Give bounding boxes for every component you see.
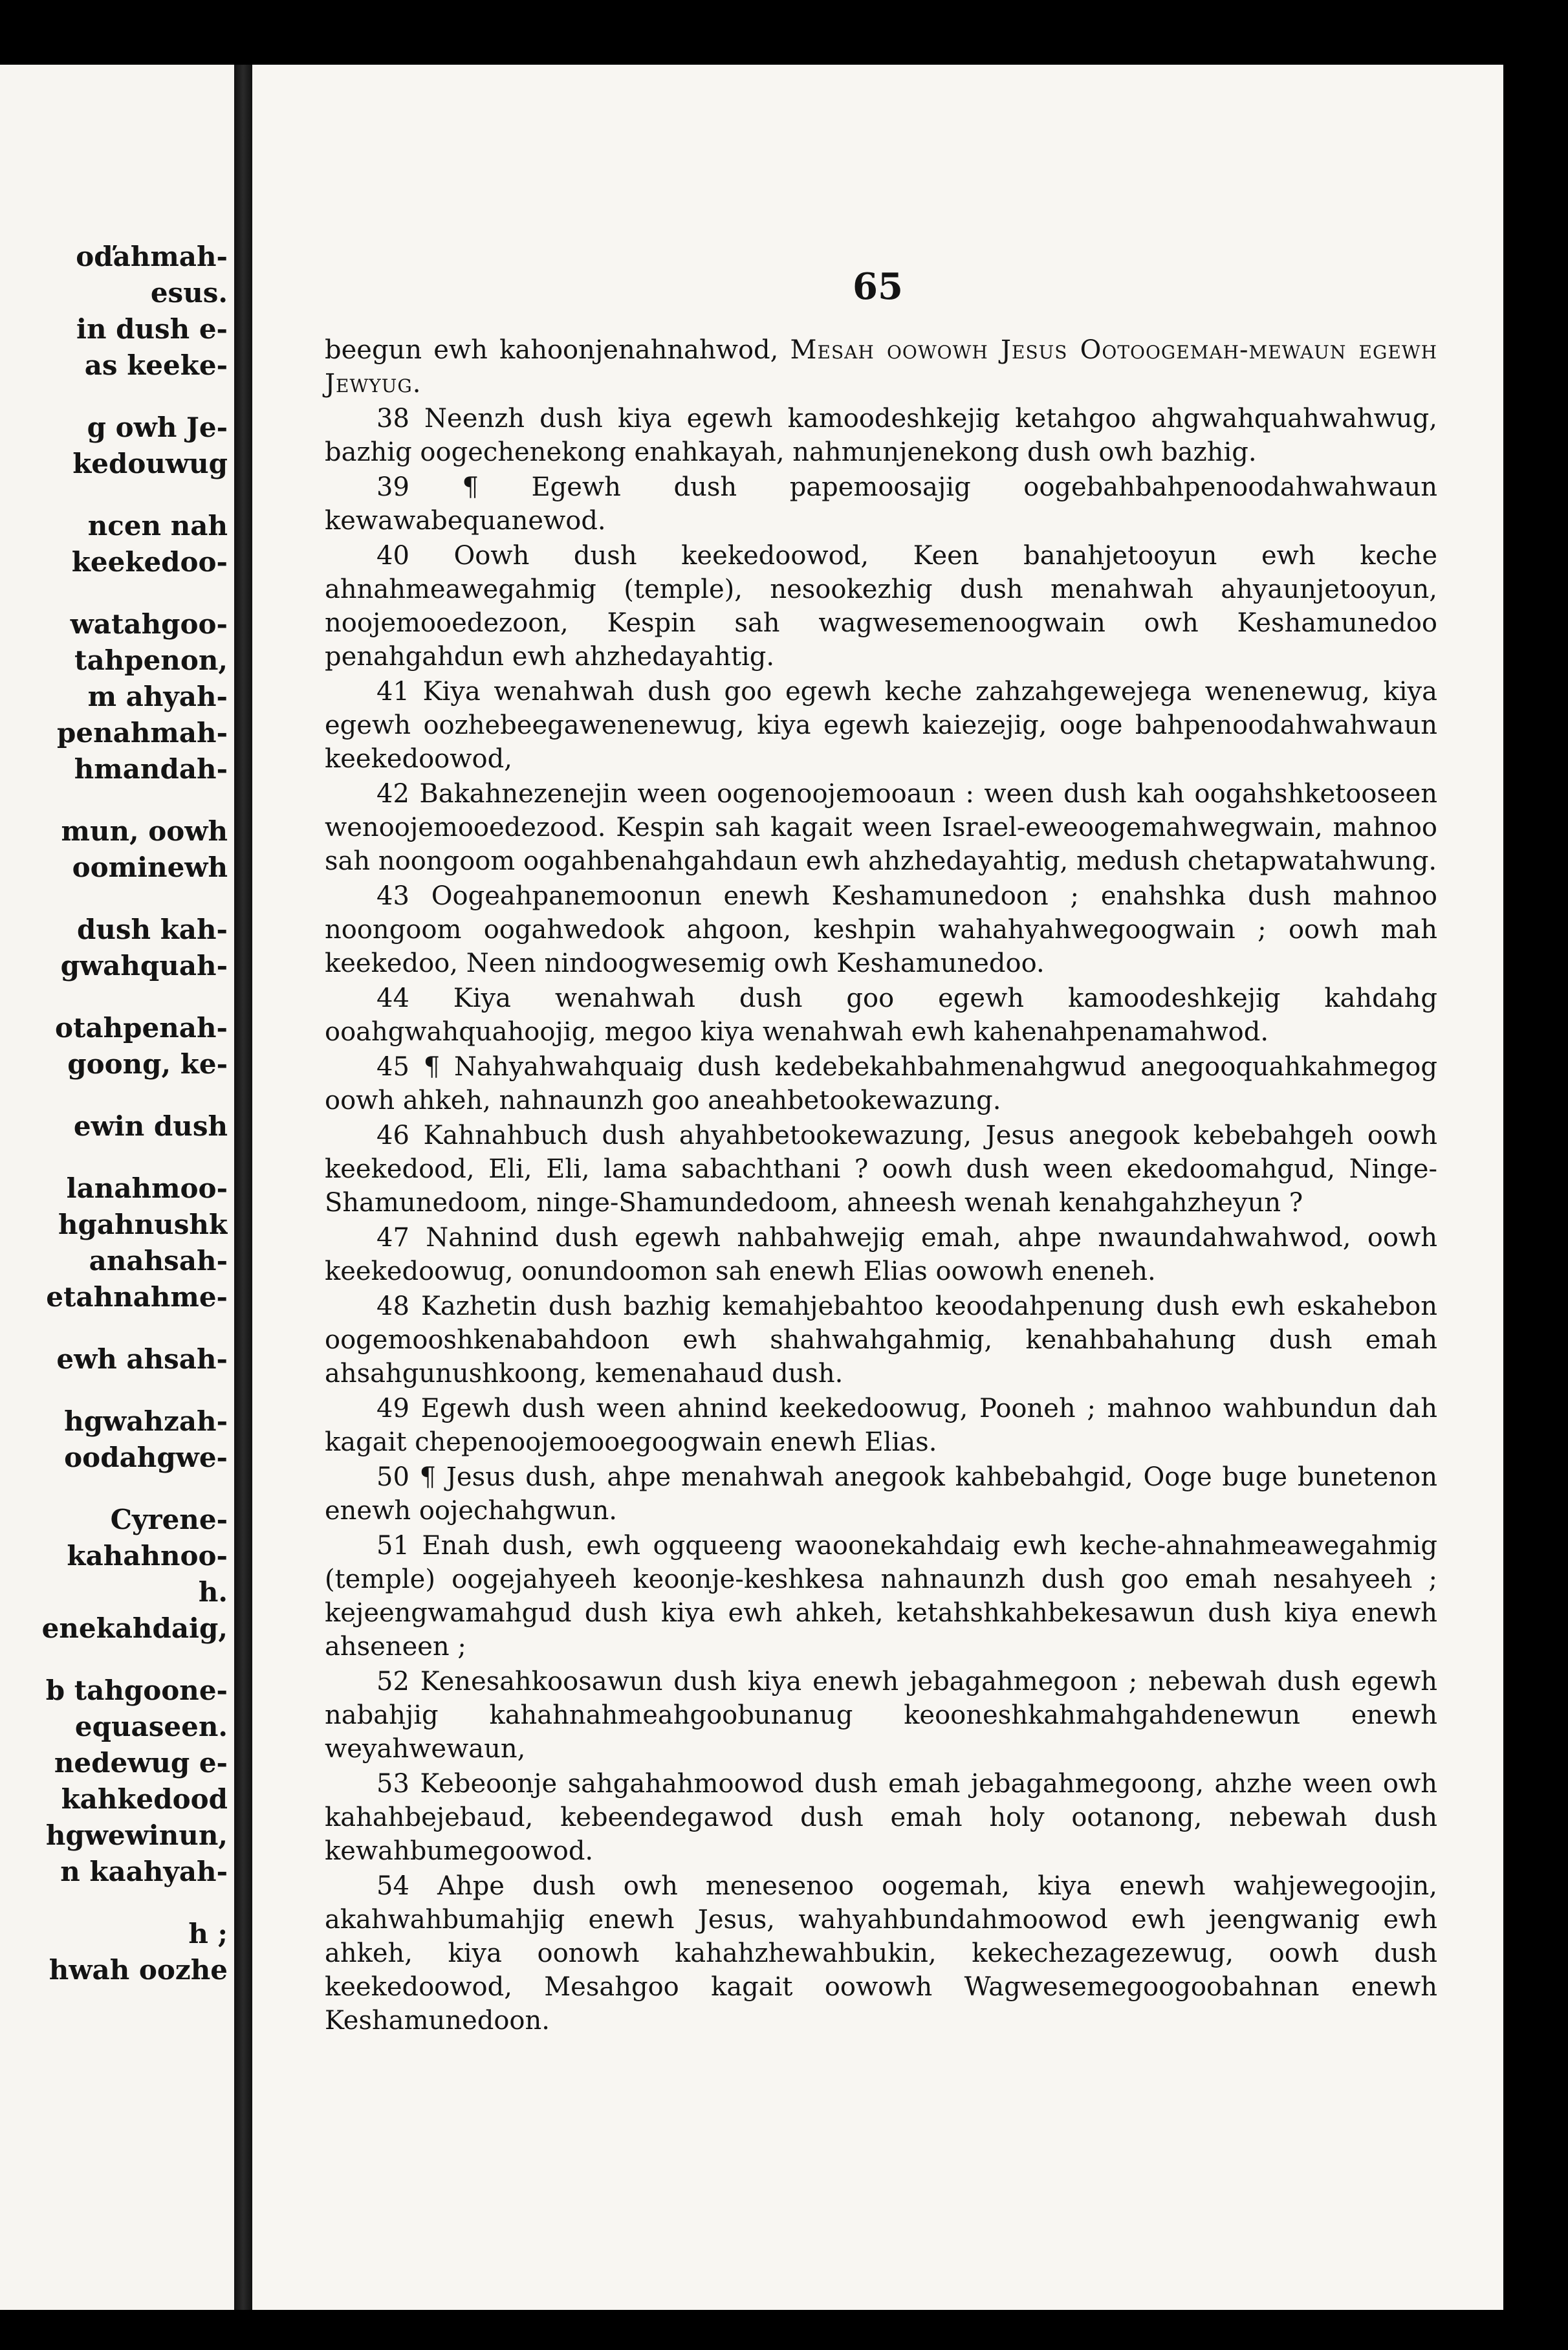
left-margin-line: as keeke- — [84, 349, 228, 381]
left-margin-line: g owh Je- — [87, 412, 228, 443]
verse-37-continuation — [325, 333, 1437, 401]
verse-38: 38 Neenzh dush kiya egewh kamoodeshkejig ketahgoo ahgwahquahwahwug, bazhig oogechenekong enahkayah, nahmunjenekong dush owh bazhig. — [325, 404, 1437, 467]
left-margin-line: mun, oowh — [61, 815, 228, 847]
verse-52: 52 Kenesahkoosawun dush kiya enewh jebagahmegoon ; nebewah dush egewh nabahjig kahahnahmeahgoobunanug keooneshkahmahgahdenewun enewh weyahwewaun, — [325, 1667, 1437, 1764]
left-margin-line: enekahdaig, — [41, 1612, 228, 1644]
left-margin-line: hwah oozhe — [49, 1954, 228, 1986]
left-page-fragment — [0, 65, 234, 2310]
verse-45: 45 ¶ Nahyahwahquaig dush kedebekahbahmenahgwud anegooquahkahmegog oowh ahkeh, nahnaunzh goo aneahbetookewazung. — [325, 1052, 1437, 1115]
left-margin-line: kahahnoo- — [67, 1540, 228, 1572]
left-margin-line: n kaahyah- — [60, 1856, 228, 1887]
verse-44: 44 Kiya wenahwah dush goo egewh kamoodeshkejig kahdahg ooahgwahquahoojig, megoo kiya wenahwah ewh kahenahpenamahwod. — [325, 983, 1437, 1047]
verse-40: 40 Oowh dush keekedoowod, Keen banahjetooyun ewh keche ahnahmeawegahmig (temple), nesookezhig dush menahwah ahyaunjetooyun, noojemooedezoon, Kespin sah wagwesemenoogwain owh Keshamunedoo penahgahdun ewh ahzhedayahtig. — [325, 541, 1437, 672]
left-margin-line: nedewug e- — [54, 1747, 228, 1779]
verse-37-text: beegun ewh kahoonjenahnahwod, — [325, 335, 779, 365]
verse-53: 53 Kebeoonje sahgahahmoowod dush emah jebagahmegoong, ahzhe ween owh kahahbejebaud, kebeendegawod dush emah holy ootanong, nebewah dush kewahbumegoowod. — [325, 1769, 1437, 1866]
verse-37-inscription: Mesah oowowh Jesus Ootoogemah-mewaun egewh Jewyug. — [325, 335, 1437, 399]
verse-49: 49 Egewh dush ween ahnind keekedoowug, Pooneh ; mahnoo wahbundun dah kagait chepenoojemooegoogwain enewh Elias. — [325, 1394, 1437, 1457]
right-page — [252, 65, 1503, 2310]
left-margin-line: oďahmah- — [76, 241, 228, 272]
left-margin-line: h. — [198, 1576, 228, 1608]
left-page-text-column — [0, 65, 234, 2310]
verse-46: 46 Kahnahbuch dush ahyahbetookewazung, Jesus anegook kebebahgeh oowh keekedood, Eli, Eli, lama sabachthani ? oowh dush ween ekedoomahgud, Ninge-Shamunedoom, ninge-Shamundedoom, ahneesh wenah kenahgahzheyun ? — [325, 1121, 1437, 1218]
left-margin-line: tahpenon, — [74, 644, 228, 676]
left-margin-line: lanahmoo- — [66, 1172, 228, 1204]
left-margin-line: m ahyah- — [87, 681, 228, 712]
scan-bottom-edge — [0, 2310, 1568, 2350]
verse-50: 50 ¶ Jesus dush, ahpe menahwah anegook kahbebahgid, Ooge buge bunetenon enewh oojechahgwun. — [325, 1462, 1437, 1526]
verse-42: 42 Bakahnezenejin ween oogenoojemooaun : ween dush kah oogahshketooseen wenoojemooedezood. Kespin sah kagait ween Israel-eweoogemahwegwain, mahnoo sah noongoom oogahbenahgahdaun ewh ahzhedayahtig, medush chetapwatahwung. — [325, 779, 1437, 876]
book-gutter — [234, 65, 252, 2310]
left-margin-line: oodahgwe- — [64, 1442, 228, 1473]
verse-39: 39 ¶ Egewh dush papemoosajig oogebahbahpenoodahwahwaun kewawabequanewod. — [325, 472, 1437, 536]
left-margin-line: hgahnushk — [58, 1209, 228, 1240]
verse-48: 48 Kazhetin dush bazhig kemahjebahtoo keoodahpenung dush ewh eskahebon oogemooshkenabahdoon ewh shahwahgahmig, kenahbahahung dush emah ahsahgunushkoong, kemenahaud dush. — [325, 1291, 1437, 1389]
verse-47: 47 Nahnind dush egewh nahbahwejig emah, ahpe nwaundahwahwod, oowh keekedoowug, oonundoomon sah enewh Elias oowowh eneneh. — [325, 1223, 1437, 1286]
left-margin-line: keekedoo- — [71, 546, 228, 578]
left-margin-line: b tahgoone- — [45, 1675, 228, 1706]
left-margin-line: in dush e- — [76, 313, 228, 345]
left-margin-line: esus. — [150, 277, 228, 309]
left-margin-line: penahmah- — [57, 717, 228, 749]
left-margin-line: hmandah- — [74, 753, 228, 785]
verse-51: 51 Enah dush, ewh ogqueeng waoonekahdaig ewh keche-ahnahmeawegahmig (temple) oogejahyeeh keoonje-keshkesa nahnaunzh dush goo emah nesahyeeh ; kejeengwamahgud dush kiya ewh ahkeh, ketahshkahbekesawun dush kiya enewh ahseneen ; — [325, 1531, 1437, 1662]
left-margin-line: otahpenah- — [55, 1012, 228, 1044]
left-margin-line: ewin dush — [73, 1110, 228, 1142]
left-margin-line: kahkedood — [61, 1783, 228, 1815]
left-margin-line: oominewh — [72, 851, 228, 883]
left-margin-line: Cyrene- — [110, 1504, 228, 1535]
left-margin-line: h ; — [188, 1918, 228, 1949]
verse-41: 41 Kiya wenahwah dush goo egewh keche zahzahgewejega wenenewug, kiya egewh oozhebeegawenenewug, kiya egewh kaiezejig, ooge bahpenoodahwahwaun keekedoowod, — [325, 677, 1437, 774]
left-margin-line: kedouwug — [72, 448, 228, 479]
left-margin-line: etahnahme- — [46, 1281, 228, 1313]
left-margin-line: hgwewinun, — [45, 1819, 228, 1851]
left-margin-line: equaseen. — [74, 1711, 228, 1742]
page-number: 65 — [853, 265, 903, 308]
left-margin-line: gwahquah- — [60, 950, 228, 982]
left-margin-line: ncen nah — [87, 510, 228, 542]
left-margin-line: dush kah- — [77, 914, 228, 945]
left-margin-line: anahsah- — [89, 1245, 228, 1277]
verse-54: 54 Ahpe dush owh menesenoo oogemah, kiya enewh wahjewegoojin, akahwahbumahjig enewh Jesus, wahyahbundahmoowod ewh jeengwanig ewh ahkeh, kiya oonowh kahahzhewahbukin, kekechezagezewug, oowh dush keekedoowod, Mesahgoo kagait oowowh Wagwesemegoogoobahnan enewh Keshamunedoon. — [325, 1871, 1437, 2036]
left-margin-line: watahgoo- — [70, 608, 228, 640]
left-margin-line: ewh ahsah- — [56, 1343, 228, 1375]
left-margin-line: hgwahzah- — [64, 1405, 228, 1437]
verse-43: 43 Oogeahpanemoonun enewh Keshamunedoon ; enahshka dush mahnoo noongoom oogahwedook ahgoon, keshpin wahahyahwegoogwain ; oowh mah keekedoo, Neen nindoogwesemig owh Keshamunedoo. — [325, 881, 1437, 978]
page-body-text — [325, 333, 1437, 2037]
left-margin-line: goong, ke- — [67, 1048, 228, 1080]
